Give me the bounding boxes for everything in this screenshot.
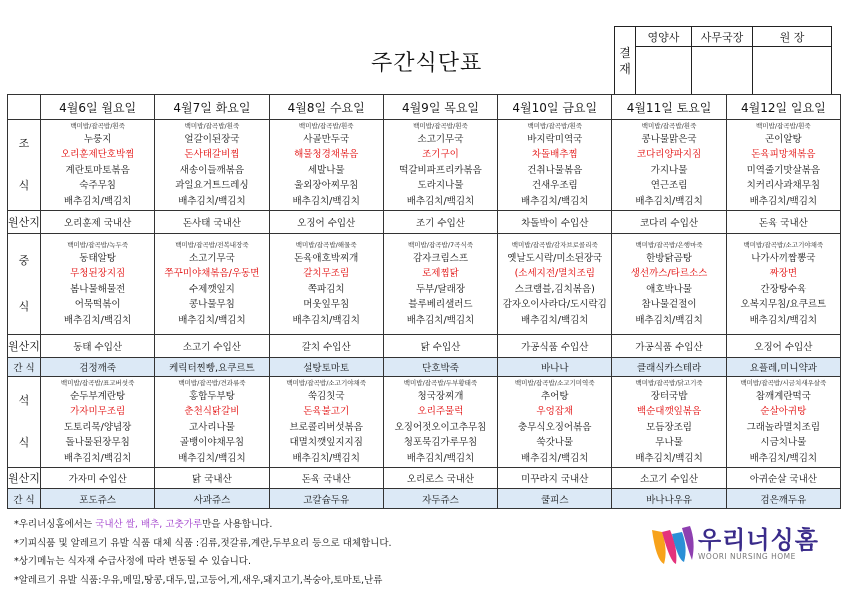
meal-base: 백미밥/잡곡밥/해물죽 bbox=[295, 240, 357, 249]
origin-cell: 갈치 수입산 bbox=[269, 335, 383, 358]
meal-base: 백미밥/잡곡밥/녹두죽 bbox=[67, 240, 129, 249]
menu-item: 곤이알탕 bbox=[764, 133, 802, 145]
meal-cell bbox=[726, 377, 840, 468]
menu-item: 나가사끼짬뽕국 bbox=[751, 252, 816, 264]
menu-item: 순두부계란탕 bbox=[70, 390, 126, 402]
meal-cell bbox=[498, 120, 612, 211]
menu-item: 쑥김칫국 bbox=[307, 390, 345, 402]
menu-item: 배추김치/백김치 bbox=[635, 314, 703, 326]
approval-label: 결재 bbox=[615, 27, 636, 95]
meal-base: 백미밥/잡곡밥/표고버섯죽 bbox=[60, 378, 135, 387]
origin-cell: 미꾸라지 국내산 bbox=[498, 468, 612, 489]
snack-cell: 검은깨두유 bbox=[726, 489, 840, 509]
menu-item: 떡갈비파프리카볶음 bbox=[399, 164, 482, 176]
menu-item: 숙주무침 bbox=[79, 180, 116, 192]
origin-cell: 소고기 수입산 bbox=[612, 468, 726, 489]
menu-item: 쭈꾸미야채볶음/우동면 bbox=[164, 268, 260, 280]
meal-cell bbox=[41, 377, 155, 468]
menu-item: 가지나물 bbox=[650, 164, 688, 176]
snack-row bbox=[8, 489, 841, 509]
snack-cell: 케릭터찐빵,요쿠르트 bbox=[155, 358, 269, 377]
weekly-menu-table bbox=[7, 94, 841, 509]
meal-base: 백미밥/잡곡밥/소고기야채죽 bbox=[286, 378, 367, 387]
menu-item: 과일요거트드레싱 bbox=[175, 180, 249, 192]
menu-item: 배추김치/백김치 bbox=[749, 314, 818, 326]
meal-cell bbox=[155, 234, 269, 335]
menu-item: 시금치나물 bbox=[760, 437, 807, 449]
menu-item: 도라지나물 bbox=[417, 180, 464, 192]
meal-base: 백미밥/잡곡밥/흰죽 bbox=[413, 121, 468, 130]
menu-item: 새송이들깨볶음 bbox=[179, 164, 245, 176]
logo-icon bbox=[648, 520, 698, 572]
meal-cell bbox=[383, 120, 497, 211]
menu-item: 배추김치/백김치 bbox=[749, 195, 818, 207]
meal-base: 백미밥/잡곡밥/시금치새우살죽 bbox=[740, 378, 827, 387]
origin-cell: 아귀순살 국내산 bbox=[726, 468, 840, 489]
origin-cell: 오징어 수입산 bbox=[269, 211, 383, 234]
menu-item: 배추김치/백김치 bbox=[521, 195, 589, 207]
snack-cell: 바나나 bbox=[498, 358, 612, 377]
origin-label: 원산지 bbox=[8, 211, 41, 234]
logo-subtitle: WOORI NURSING HOME bbox=[698, 552, 796, 561]
menu-item: 무나물 bbox=[655, 437, 683, 449]
lunch-label: 중 식 bbox=[8, 234, 41, 335]
menu-item: 장터국밥 bbox=[650, 390, 688, 402]
approval-sign-dietitian bbox=[636, 47, 692, 95]
menu-item: 생선까스/타르소스 bbox=[630, 268, 708, 280]
meal-cell bbox=[41, 120, 155, 211]
menu-item: 블루베리샐러드 bbox=[408, 299, 473, 311]
menu-item: 춘천식닭갈비 bbox=[184, 406, 240, 418]
note-line: *상기메뉴는 식자재 수급사정에 따라 변동될 수 있습니다. bbox=[14, 556, 251, 567]
menu-item: 돈육불고기 bbox=[303, 406, 350, 418]
menu-item: 충무식오징어볶음 bbox=[518, 421, 592, 433]
menu-item: 배추김치/백김치 bbox=[406, 314, 475, 326]
menu-item: 배추김치/백김치 bbox=[63, 452, 132, 464]
snack-cell: 바나나우유 bbox=[612, 489, 726, 509]
menu-item: 감자크림스프 bbox=[412, 252, 469, 264]
menu-item: 청국장찌개 bbox=[417, 390, 464, 402]
origin-label: 원산지 bbox=[8, 468, 41, 489]
menu-item: 로제찜닭 bbox=[422, 268, 459, 280]
snack-label: 간 식 bbox=[8, 358, 41, 377]
menu-item: 간장탕수육 bbox=[760, 283, 807, 295]
origin-cell: 가공식품 수입산 bbox=[612, 335, 726, 358]
meal-row bbox=[8, 377, 841, 468]
meal-base: 백미밥/잡곡밥/두부황태죽 bbox=[403, 378, 478, 387]
origin-row bbox=[8, 468, 841, 489]
meal-cell bbox=[383, 234, 497, 335]
day-header-row bbox=[8, 95, 841, 120]
snack-cell: 자두쥬스 bbox=[383, 489, 497, 509]
menu-item: 짜장면 bbox=[769, 268, 798, 280]
menu-item: 홍합두부탕 bbox=[188, 390, 235, 402]
origin-cell: 닭 국내산 bbox=[155, 468, 269, 489]
menu-item: 가자미무조림 bbox=[70, 406, 126, 418]
meal-base: 백미밥/잡곡밥/소고기야채죽 bbox=[743, 240, 824, 249]
note-line: *우리너싱홈에서는 국내산 쌀, 배추, 고춧가루만을 사용합니다. bbox=[14, 519, 273, 530]
menu-item: 백순대깻잎볶음 bbox=[636, 406, 702, 418]
breakfast-label: 조 식 bbox=[8, 120, 41, 211]
origin-cell: 오리로스 국내산 bbox=[383, 468, 497, 489]
menu-item: 세발나물 bbox=[307, 164, 345, 176]
origin-cell: 차돌박이 수입산 bbox=[498, 211, 612, 234]
menu-item: 골뱅이야채무침 bbox=[179, 437, 245, 449]
menu-item: 얼갈이된장국 bbox=[184, 133, 240, 145]
approval-role-director: 원 장 bbox=[753, 27, 832, 47]
meal-cell bbox=[498, 234, 612, 335]
origin-cell: 닭 수입산 bbox=[383, 335, 497, 358]
origin-cell: 돈육 국내산 bbox=[269, 468, 383, 489]
day-header: 4월9일 목요일 bbox=[383, 95, 497, 120]
snack-cell: 검정깨죽 bbox=[41, 358, 155, 377]
origin-cell: 조기 수입산 bbox=[383, 211, 497, 234]
meal-base: 백미밥/잡곡밥/흰죽 bbox=[70, 121, 125, 130]
meal-base: 백미밥/잡곡밥/견과류죽 bbox=[178, 378, 246, 387]
meal-cell bbox=[269, 120, 383, 211]
meal-base: 백미밥/잡곡밥/흰죽 bbox=[641, 121, 697, 130]
menu-item: 콩나물무침 bbox=[188, 299, 235, 311]
menu-item: 애호박나물 bbox=[646, 283, 692, 295]
day-header: 4월6일 월요일 bbox=[41, 95, 155, 120]
menu-item: 청포묵김가루무침 bbox=[403, 437, 478, 449]
origin-row bbox=[8, 211, 841, 234]
menu-item: 콩나물맑은국 bbox=[641, 133, 697, 145]
meal-cell bbox=[269, 234, 383, 335]
corner-cell bbox=[8, 95, 41, 120]
day-header: 4월7일 화요일 bbox=[155, 95, 269, 120]
meal-base: 백미밥/잡곡밥/흰죽 bbox=[184, 121, 240, 130]
menu-item: 머웃잎무침 bbox=[303, 299, 350, 311]
menu-item: (소세지전/멸치조림 bbox=[514, 268, 595, 280]
logo-name: 우리너싱홈 bbox=[698, 526, 819, 554]
menu-item: 배추김치/백김치 bbox=[635, 195, 703, 207]
snack-cell: 포도쥬스 bbox=[41, 489, 155, 509]
menu-item: 울외장아찌무침 bbox=[294, 180, 359, 192]
meal-cell bbox=[155, 377, 269, 468]
menu-item: 어묵떡볶이 bbox=[74, 299, 121, 311]
snack-cell: 요플레,미니약과 bbox=[726, 358, 840, 377]
menu-item: 쪽파김치 bbox=[307, 283, 345, 295]
approval-sign-director bbox=[753, 47, 832, 95]
menu-item: 배추김치/백김치 bbox=[292, 314, 360, 326]
menu-item: 치커리사과채무침 bbox=[746, 180, 821, 192]
menu-item: 배추김치/백김치 bbox=[406, 452, 475, 464]
menu-item: 조기구이 bbox=[422, 149, 459, 161]
origin-cell: 코다리 수입산 bbox=[612, 211, 726, 234]
menu-item: 도토리묵/양념장 bbox=[63, 421, 132, 433]
menu-item: 돌나물된장무침 bbox=[65, 437, 130, 449]
dinner-label: 석 식 bbox=[8, 377, 41, 468]
menu-item: 참깨계란떡국 bbox=[755, 390, 811, 402]
menu-item: 봄나물해물전 bbox=[70, 283, 126, 295]
menu-item: 건취나물볶음 bbox=[527, 164, 583, 176]
menu-item: 무청된장지짐 bbox=[70, 268, 126, 280]
menu-item: 수제깻잎지 bbox=[188, 283, 235, 295]
menu-item: 옛날도시락/미소된장국 bbox=[507, 252, 603, 264]
menu-item: 대멸치깻잎지지짐 bbox=[289, 437, 363, 449]
meal-base: 백미밥/잡곡밥/전복내장죽 bbox=[175, 240, 249, 249]
meal-cell bbox=[726, 234, 840, 335]
meal-base: 백미밥/잡곡밥/닭고기죽 bbox=[635, 378, 703, 387]
menu-item: 오리훈제단호박찜 bbox=[60, 149, 135, 161]
meal-cell bbox=[612, 234, 726, 335]
menu-item: 배추김치/백김치 bbox=[635, 452, 703, 464]
menu-item: 고사리나물 bbox=[188, 421, 235, 433]
menu-item: 감자오이사라다/도시락김 bbox=[502, 299, 607, 311]
menu-item: 배추김치/백김치 bbox=[749, 452, 818, 464]
meal-base: 백미밥/잡곡밥/흰죽 bbox=[298, 121, 354, 130]
menu-item: 돈육애호박찌개 bbox=[294, 252, 359, 264]
menu-item: 오징어젓오이고추무침 bbox=[394, 421, 487, 433]
meal-cell bbox=[383, 377, 497, 468]
day-header: 4월12일 일요일 bbox=[726, 95, 840, 120]
snack-cell: 고칼슘두유 bbox=[269, 489, 383, 509]
origin-label: 원산지 bbox=[8, 335, 41, 358]
menu-item: 사골만두국 bbox=[303, 133, 350, 145]
snack-label: 간 식 bbox=[8, 489, 41, 509]
snack-cell: 단호박죽 bbox=[383, 358, 497, 377]
menu-item: 차돌배추찜 bbox=[531, 149, 578, 161]
origin-cell: 오징어 수입산 bbox=[726, 335, 840, 358]
notes bbox=[14, 516, 392, 590]
origin-cell: 가공식품 수입산 bbox=[498, 335, 612, 358]
menu-item: 스크램블,김치볶음) bbox=[514, 283, 595, 295]
meal-base: 백미밥/잡곡밥/7곡식죽 bbox=[407, 240, 473, 249]
origin-cell: 돈사태 국내산 bbox=[155, 211, 269, 234]
origin-cell: 돈육 국내산 bbox=[726, 211, 840, 234]
snack-cell: 설탕토마토 bbox=[269, 358, 383, 377]
menu-item: 배추김치/백김치 bbox=[178, 314, 246, 326]
menu-item: 참나물겉절이 bbox=[641, 299, 697, 311]
menu-item: 돈사태갈비찜 bbox=[184, 149, 240, 161]
origin-cell: 동태 수입산 bbox=[41, 335, 155, 358]
snack-cell: 쿨피스 bbox=[498, 489, 612, 509]
menu-item: 모듬장조림 bbox=[646, 421, 692, 433]
menu-item: 추어탕 bbox=[541, 390, 569, 402]
day-header: 4월8일 수요일 bbox=[269, 95, 383, 120]
menu-item: 돈육피망채볶음 bbox=[751, 149, 816, 161]
menu-item: 건새우조림 bbox=[531, 180, 578, 192]
menu-item: 누룽지 bbox=[83, 133, 112, 145]
menu-item: 소고기무국 bbox=[188, 252, 235, 264]
page-title: 주간식단표 bbox=[371, 51, 483, 76]
menu-item: 브로콜리버섯볶음 bbox=[289, 421, 363, 433]
menu-item: 바지락미역국 bbox=[527, 133, 583, 145]
menu-item: 그래놀라멸치조림 bbox=[746, 421, 821, 433]
origin-cell: 가자미 수입산 bbox=[41, 468, 155, 489]
approval-role-dietitian: 영양사 bbox=[636, 27, 692, 47]
note-line: *기피식품 및 알레르기 유발 식품 대체 식품 :김류,젓갈류,계란,두부요리 등으로 대체합니다. bbox=[14, 537, 392, 549]
menu-item: 배추김치/백김치 bbox=[178, 452, 246, 464]
menu-item: 오리주물럭 bbox=[417, 406, 464, 418]
meal-row bbox=[8, 234, 841, 335]
meal-base: 백미밥/잡곡밥/흰죽 bbox=[527, 121, 583, 130]
day-header: 4월10일 금요일 bbox=[498, 95, 612, 120]
snack-row bbox=[8, 358, 841, 377]
menu-item: 배추김치/백김치 bbox=[63, 195, 132, 207]
menu-item: 미역줄기맛살볶음 bbox=[746, 164, 821, 176]
menu-item: 갈치무조림 bbox=[303, 268, 350, 280]
meal-cell bbox=[155, 120, 269, 211]
snack-cell: 사과쥬스 bbox=[155, 489, 269, 509]
menu-item: 소고기무국 bbox=[417, 133, 464, 145]
menu-item: 한방닭곰탕 bbox=[646, 252, 692, 264]
menu-item: 배추김치/백김치 bbox=[292, 452, 360, 464]
menu-item: 배추김치/백김치 bbox=[178, 195, 246, 207]
origin-cell: 소고기 수입산 bbox=[155, 335, 269, 358]
menu-item: 배추김치/백김치 bbox=[521, 452, 589, 464]
day-header: 4월11일 토요일 bbox=[612, 95, 726, 120]
meal-base: 백미밥/잡곡밥/흰죽 bbox=[756, 121, 811, 130]
approval-role-office-manager: 사무국장 bbox=[692, 27, 753, 47]
menu-item: 순살아귀탕 bbox=[760, 406, 807, 418]
menu-item: 쑥갓나물 bbox=[536, 437, 574, 449]
menu-item: 계란토마토볶음 bbox=[65, 164, 130, 176]
menu-item: 연근조림 bbox=[650, 180, 688, 192]
origin-row bbox=[8, 335, 841, 358]
meal-cell bbox=[612, 120, 726, 211]
note-line: *알레르기 유발 식품:우유,메밀,땅콩,대두,밀,고등어,게,새우,돼지고기,복숭아,토마토,난류 bbox=[14, 574, 383, 586]
menu-item: 배추김치/백김치 bbox=[521, 314, 589, 326]
meal-base: 백미밥/잡곡밥/소고기미역죽 bbox=[514, 378, 595, 387]
meal-base: 백미밥/잡곡밥/감자브로콜리죽 bbox=[511, 240, 598, 249]
menu-item: 코다리양파지짐 bbox=[636, 149, 702, 161]
menu-item: 우엉잡채 bbox=[536, 406, 574, 418]
menu-item: 두부/달래장 bbox=[415, 283, 466, 295]
meal-cell bbox=[269, 377, 383, 468]
meal-cell bbox=[498, 377, 612, 468]
snack-cell: 클래식카스테라 bbox=[612, 358, 726, 377]
menu-item: 배추김치/백김치 bbox=[63, 314, 132, 326]
menu-item: 배추김치/백김치 bbox=[292, 195, 360, 207]
meal-base: 백미밥/잡곡밥/은행마죽 bbox=[635, 240, 703, 249]
approval-box bbox=[614, 26, 832, 95]
meal-cell bbox=[726, 120, 840, 211]
menu-item: 동태알탕 bbox=[79, 252, 116, 264]
menu-item: 배추김치/백김치 bbox=[406, 195, 475, 207]
meal-row bbox=[8, 120, 841, 211]
meal-cell bbox=[612, 377, 726, 468]
meal-cell bbox=[41, 234, 155, 335]
approval-sign-office-manager bbox=[692, 47, 753, 95]
menu-item: 오복지무침/요쿠르트 bbox=[740, 299, 827, 311]
origin-cell: 오리훈제 국내산 bbox=[41, 211, 155, 234]
menu-item: 해물청경채볶음 bbox=[294, 149, 359, 161]
